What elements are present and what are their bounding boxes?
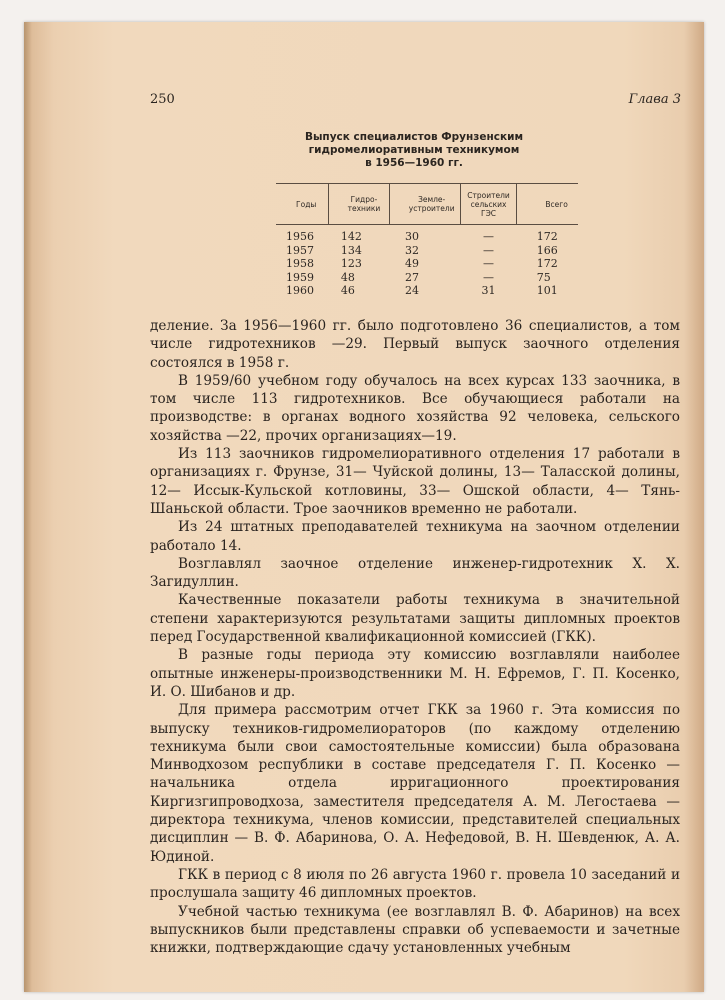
column-header-hydro-builders: Строители сельских ГЭС	[460, 184, 516, 225]
table-cell: 46	[340, 284, 355, 297]
table-cell: 1957	[286, 243, 314, 257]
paragraph: Возглавлял заочное отделение инженер-гидротехник Х. Х. Загидуллин.	[150, 555, 680, 591]
table-cell: 24	[405, 284, 420, 297]
table-cell: 75	[536, 270, 551, 284]
paragraph: В 1959/60 учебном году обучалось на всех курсах 133 заочника, в том числе 113 гидротехников. Все обучающиеся работали на производстве: в органах водного хозяйства 92 человека, сельского хозяйства —22, прочих организациях—19.	[150, 372, 680, 444]
caption-line: гидромелиоративным техникумом	[308, 144, 520, 156]
paragraph: Из 24 штатных преподавателей техникума на заочном отделении работало 14.	[150, 519, 680, 554]
graduates-table-wrap	[276, 183, 578, 298]
table-cell: 142	[340, 230, 362, 243]
column-header-hydrotechnicians: Гидро-техники	[329, 184, 389, 225]
paragraph: деление. За 1956—1960 гг. было подготовлено 36 специалистов, а том числе гидротехников —29. Первый выпуск заочного отделения состоялся в 1958 г.	[150, 318, 680, 371]
table-cell: 1958	[286, 257, 314, 270]
table-cell: 123	[340, 257, 362, 270]
paragraph: В разные годы периода эту комиссию возглавляли наиболее опытные инженеры-производственники М. Н. Ефремов, Г. П. Косенко, И. О. Шибанов и др.	[150, 647, 680, 700]
table-cell: 1960	[286, 284, 314, 297]
table-row	[276, 257, 578, 271]
graduates-table	[276, 183, 578, 298]
column-header-land-surveyors: Земле-устроители	[389, 184, 460, 225]
table-cell: 48	[340, 270, 355, 284]
table-cell: —	[483, 270, 495, 284]
table-header-row	[276, 184, 578, 225]
table-cell: 1959	[286, 270, 314, 284]
table-row	[276, 271, 578, 285]
column-header-years: Годы	[276, 184, 329, 225]
table-cell: 172	[536, 230, 558, 243]
table-cell: —	[483, 230, 495, 243]
paragraph: Качественные показатели работы техникума в значительной степени характеризуются результатами защиты дипломных проектов перед Государственной квалификационной комиссией (ГКК).	[150, 592, 680, 646]
column-header-total: Всего	[517, 184, 578, 225]
table-cell: 101	[536, 284, 558, 297]
paragraph: ГКК в период с 8 июля по 26 августа 1960 г. провела 10 заседаний и прослушала защиту 46 дипломных проектов.	[150, 866, 680, 902]
table-cell: 32	[405, 243, 420, 257]
table-cell: 134	[340, 243, 362, 257]
paragraph: Для примера рассмотрим отчет ГКК за 1960 г. Эта комиссия по выпуску техников-гидромелиораторов (по каждому отделению техникума были свои самостоятельные комиссии) была образована Минводхозом республики в составе председателя Г. П. Косенко — начальника отдела ирригационного проектирования Киргизгипроводхоза, заместителя председателя А. М. Легостаева — директора техникума, членов комиссии, представителей специальных дисциплин — В. Ф. Абаринова, О. А. Нефедовой, В. Н. Шевденюк, А. А. Юдиной.	[150, 702, 680, 865]
table-cell: 31	[481, 284, 496, 297]
table-cell: 27	[405, 270, 420, 284]
body-text	[150, 317, 680, 957]
table-cell: 49	[405, 257, 420, 270]
table-row	[276, 225, 578, 244]
caption-line: в 1956—1960 гг.	[365, 157, 463, 169]
table-cell: —	[483, 257, 495, 270]
table-caption	[300, 131, 528, 170]
table-row	[276, 244, 578, 258]
table-cell: 1956	[286, 230, 314, 243]
caption-line: Выпуск специалистов Фрунзенским	[304, 131, 524, 143]
running-head: Глава 3	[628, 92, 681, 107]
table-cell: 172	[536, 257, 558, 270]
table-cell: —	[483, 243, 495, 257]
table-cell: 166	[536, 243, 558, 257]
table-row	[276, 284, 578, 298]
table-cell: 30	[405, 230, 420, 243]
page-number: 250	[150, 92, 175, 107]
paragraph: Учебной частью техникума (ее возглавлял В. Ф. Абаринов) на всех выпускников были представлены справки об успеваемости и зачетные книжки, подтверждающие сдачу установленных учебным	[150, 903, 680, 957]
paragraph: Из 113 заочников гидромелиоративного отделения 17 работали в организациях г. Фрунзе, 31— Чуйской долины, 13— Таласской долины, 12— Иссык-Кульской котловины, 33— Ошской области, 4— Тянь-Шаньской области. Трое заочников временно не работали.	[150, 446, 680, 517]
page-header	[150, 92, 681, 110]
